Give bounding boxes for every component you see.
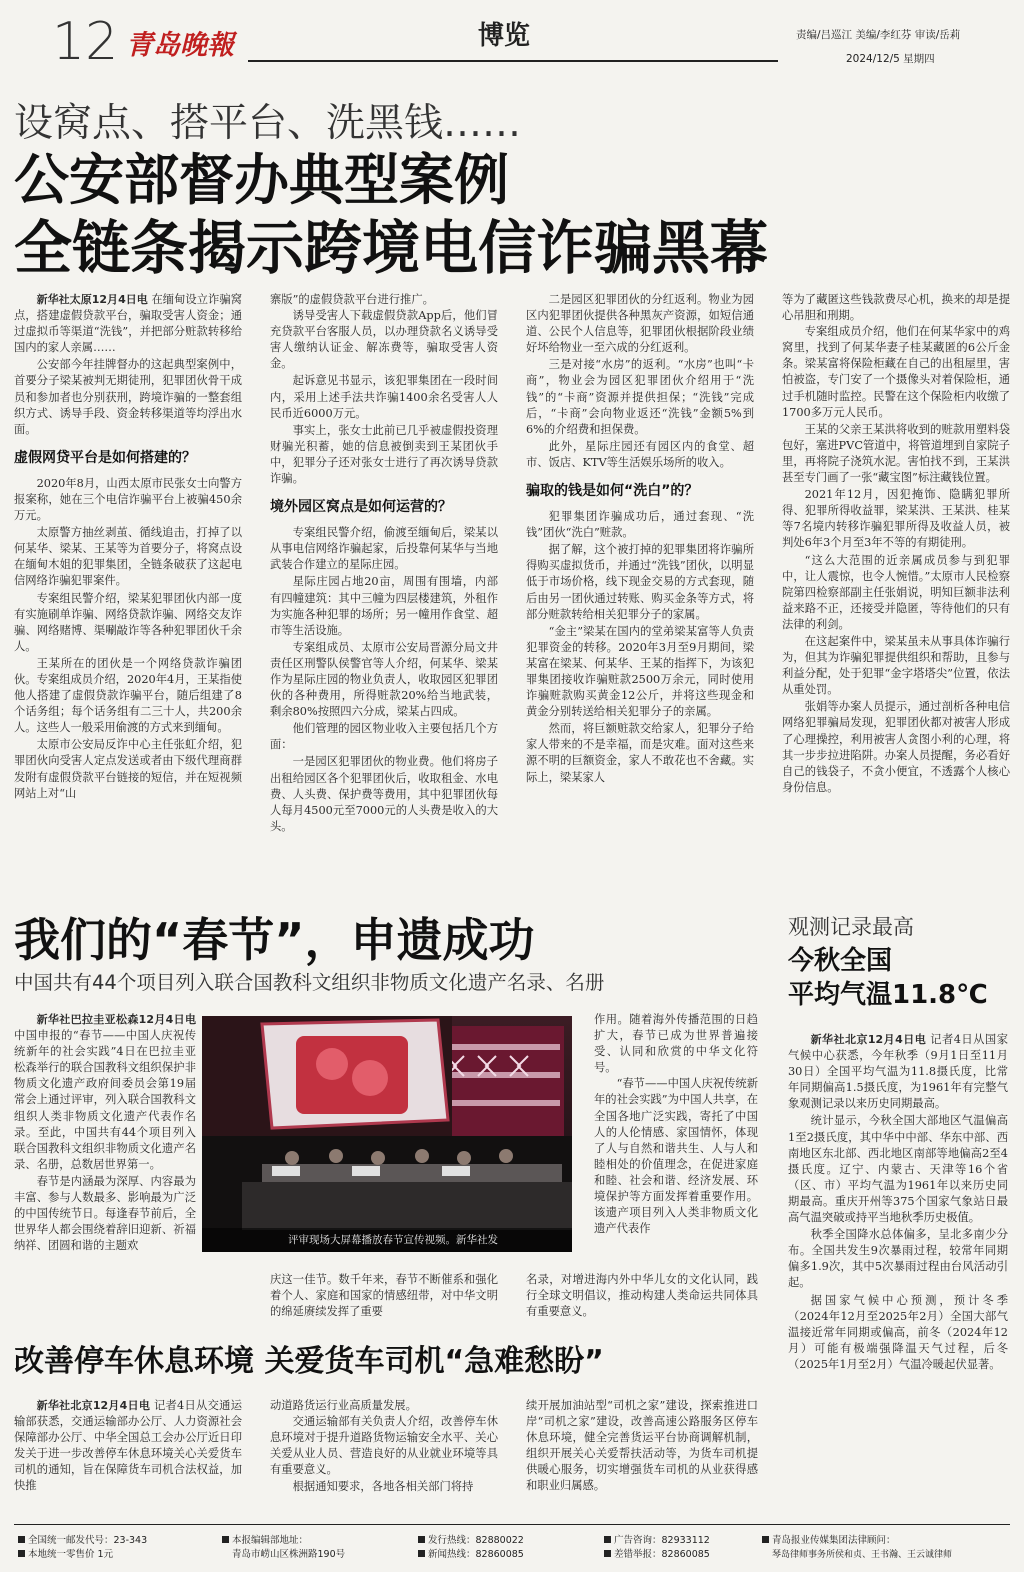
story2-column-3	[594, 1012, 758, 1272]
paragraph: 事实上，张女士此前已几乎被虚假投资理财骗光积蓄，她的信息被倒卖到王某团伙手中，犯罪分子还对张女士进行了再次诱导贷款诈骗。	[270, 423, 498, 486]
story4-dateline: 新华社北京12月4日电	[810, 1033, 927, 1046]
paragraph: “金主”梁某在国内的堂弟梁某富等人负责犯罪资金的转移。2020年3月至9月期间，梁某富在梁某、何某华、王某的指挥下，为该犯罪集团接收诈骗赃款2500万余元，同时使用诈骗赃款购买黄金12公斤，并将这些现金和黄金分别转送给相关犯罪分子的亲属。	[526, 624, 754, 719]
story2-column-2	[270, 1272, 498, 1332]
paragraph: 王某所在的团伙是一个网络贷款诈骗团伙。专案组成员介绍，2020年4月，王某指使他人搭建了虚假贷款诈骗平台，随后组建了8个话务组；每个话务组有二三十人，共200余人。这些人一般采用偷渡的方式来到缅甸。	[14, 656, 242, 735]
story4-column	[788, 1032, 1008, 1502]
paragraph: 动道路货运行业高质量发展。	[270, 1399, 417, 1412]
paragraph: 星际庄园占地20亩，周围有围墙，内部有四幢建筑：其中三幢为四层楼建筑，外租作为实施各种犯罪的场所；另一幢用作食堂、超市等生活设施。	[270, 575, 498, 637]
issue-date: 2024/12/5 星期四	[846, 53, 935, 65]
paragraph: 一是园区犯罪团伙的物业费。他们将房子出租给园区各个犯罪团伙后，收取租金、水电费、人头费、保护费等费用，其中犯罪团伙每人每月4500元至7000元的人头费是收入的大头。	[270, 755, 498, 833]
editors-line: 责编/吕巡江 美编/李红芬 审读/岳莉	[796, 29, 961, 41]
footer-text: 青岛市崂山区株洲路190号	[232, 1549, 346, 1560]
paragraph: 诱导受害人下载虚假贷款App后，他们冒充贷款平台客服人员，以办理贷款名义诱导受害人缴纳认证金、解冻费等，骗取受害人资金。	[270, 309, 498, 371]
footer-text: 广告咨询：82933112	[614, 1535, 710, 1546]
bullet-icon	[18, 1550, 25, 1557]
paragraph: 三是对接“水房”的返利。“水房”也叫“卡商”，物业会为园区犯罪团伙介绍用于“洗钱”的“卡商”资源并提供担保；“洗钱”完成后，“卡商”会向物业返还“洗钱”金额5%到6%的介绍费和担保费。	[526, 358, 754, 436]
footer-text: 发行热线：82880022	[428, 1535, 524, 1546]
paragraph: 张娟等办案人员提示，通过剖析各种电信网络犯罪骗局发现，犯罪团伙都对被害人形成了心理操控，利用被害人贪图小利的心理，将其一步步拉进陷阱。办案人员提醒，务必看好自己的钱袋子，不贪小便宜，不透露个人核心身份信息。	[782, 700, 1010, 794]
story1-column-4	[782, 292, 1010, 900]
footer-text: 本报编辑部地址：	[232, 1535, 309, 1546]
page-number: 12	[52, 12, 119, 72]
bullet-icon	[418, 1550, 425, 1557]
paragraph: 太原市公安局反诈中心主任张虹介绍，犯罪团伙向受害人定点发送或者由下级代理商群发附有虚假贷款平台链接的短信，并在短视频网站上对“山	[14, 738, 242, 800]
paragraph: 记者4日从交通运输部获悉，交通运输部办公厅、人力资源社会保障部办公厅、中华全国总工会办公厅近日印发关于进一步改善停车休息环境关心关爱货车司机的通知，旨在保障货车司机合法权益，加快推	[14, 1399, 242, 1493]
story1-headline-1: 公安部督办典型案例	[14, 148, 510, 212]
story2-headline: 我们的“春节”，申遗成功	[14, 913, 535, 967]
footer-text: 青岛报业传媒集团法律顾问：	[772, 1535, 896, 1546]
paragraph: 他们管理的园区物业收入主要包括几个方面：	[270, 722, 498, 752]
paragraph: 此外，星际庄园还有园区内的食堂、超市、饭店、KTV等生活娱乐场所的收入。	[526, 439, 754, 469]
bullet-icon	[418, 1536, 425, 1543]
paragraph: 2021年12月，因犯掩饰、隐瞒犯罪所得、犯罪所得收益罪，梁某洪、王某洪、桂某等7名境内转移诈骗犯罪所得及收益人员，被判处6年3个月至3年不等的有期徒刑。	[782, 488, 1010, 550]
paragraph: 根据通知要求，各地各相关部门将持	[292, 1480, 474, 1494]
bullet-icon	[18, 1536, 25, 1543]
paragraph: 交通运输部有关负责人介绍，改善停车休息环境对于提升道路货物运输安全水平、关心关爱从业人员、营造良好的从业就业环境等具有重要意义。	[270, 1415, 498, 1477]
story3-headline: 改善停车休息环境 关爱货车司机“急难愁盼”	[14, 1344, 604, 1379]
footer-hotlines	[418, 1534, 524, 1562]
paragraph: 专案组成员、太原市公安局晋源分局文井责任区刑警队侯警官等人介绍，何某华、梁某作为星际庄园的物业负责人，收取园区犯罪团伙的各种费用，所得赃款20%给当地武装，剩余80%按照四六分成，梁某占四成。	[270, 640, 498, 719]
footer-legal	[762, 1534, 1014, 1562]
story2-column-4	[526, 1272, 758, 1332]
stage-photo-illustration	[202, 1016, 572, 1252]
story1-subhead-3: 骗取的钱是如何“洗白”的？	[526, 483, 699, 500]
paragraph: 记者4日从国家气候中心获悉，今年秋季（9月1日至11月30日）全国平均气温为11.8摄氏度，比常年同期偏高1.5摄氏度，为1961年有完整气象观测记录以来历史同期最高。	[788, 1033, 1008, 1111]
footer-text: 新闻热线：82860085	[428, 1549, 524, 1560]
story1-column-1	[14, 292, 242, 900]
paragraph: 据国家气候中心预测，预计冬季（2024年12月至2025年2月）全国大部气温接近常年同期或偏高，前冬（2024年12月）可能有极端强降温天气过程，后冬（2025年1月至2月）气温冷暖起伏显著。	[788, 1293, 1008, 1371]
paragraph: 二是园区犯罪团伙的分红返利。物业为园区内犯罪团伙提供各种黑灰产资源，如短信通道、公民个人信息等，犯罪团伙根据阶段业绩好坏给物业一至六成的分红返利。	[526, 293, 754, 355]
paragraph: 庆这一佳节。数千年来，春节不断催系和强化着个人、家庭和国家的情感纽带，对中华文明的绵延赓续发挥了重要	[270, 1273, 498, 1319]
story1-kicker: 设窝点、搭平台、洗黑钱……	[14, 101, 522, 146]
story1-subhead-1: 虚假网贷平台是如何搭建的？	[14, 449, 196, 466]
paragraph: 秋季全国降水总体偏多，呈北多南少分布。全国共发生9次暴雨过程，较常年同期偏多1.9次，其中5次暴雨过程由台风活动引起。	[788, 1228, 1008, 1290]
paragraph: 太原警方抽丝剥茧、循线追击，打掉了以何某华、梁某、王某等为首要分子，将窝点设在缅甸木姐的犯罪集团，全链条破获了这起电信网络诈骗犯罪案件。	[14, 526, 242, 588]
section-title: 博览	[478, 21, 531, 51]
story1-column-2	[270, 292, 498, 900]
masthead-rule	[248, 60, 778, 62]
story2-photo	[202, 1016, 572, 1252]
paragraph: 起诉意见书显示，该犯罪集团在一段时间内，采用上述手法共诈骗1400余名受害人人民币近6000万元。	[270, 374, 498, 420]
paragraph: 在缅甸设立诈骗窝点，搭建虚假贷款平台，骗取受害人资金；通过虚拟币等渠道“洗钱”，并把部分赃款转移给国内的家人亲属……	[14, 293, 242, 355]
footer-postal	[18, 1534, 147, 1562]
story3-column-3	[526, 1398, 758, 1508]
story3-column-2	[270, 1398, 498, 1508]
paragraph: 寨版”的虚假贷款平台进行推广。	[270, 293, 434, 306]
paper-logo: 青岛晚報	[126, 30, 234, 61]
story4-kicker: 观测记录最高	[788, 915, 914, 939]
footer-text: 全国统一邮发代号：23-343	[28, 1535, 148, 1546]
paragraph: 名录，对增进海内外中华儿女的文化认同，践行全球文明倡议，推动构建人类命运共同体具有重要意义。	[526, 1273, 758, 1319]
bullet-icon	[222, 1536, 229, 1543]
story3-dateline: 新华社北京12月4日电	[36, 1399, 151, 1412]
paragraph: 王某的父亲王某洪将收到的赃款用塑料袋包好，塞进PVC管道中，将管道埋到自家院子里，再将院子浇筑水泥。害怕找不到，王某洪甚至专门画了一张“藏宝图”标注藏钱位置。	[782, 422, 1010, 485]
footer-text: 本地统一零售价 1元	[28, 1549, 114, 1560]
paragraph: 专案组民警介绍，偷渡至缅甸后，梁某以从事电信网络诈骗起家，后投靠何某华与当地武装合作建立的星际庄园。	[270, 526, 498, 572]
paragraph: 专案组民警介绍，梁某犯罪团伙内部一度有实施刷单诈骗、网络贷款诈骗、网络交友诈骗、网络赌博、渠唰敲诈等各种犯罪团伙千余人。	[14, 591, 242, 653]
story2-dateline: 新华社巴拉圭亚松森12月4日电	[36, 1013, 196, 1026]
story3-column-1	[14, 1398, 242, 1508]
paragraph: 据了解，这个被打掉的犯罪集团将诈骗所得购买虚拟货币，并通过“洗钱”团伙，以明显低于市场价格，线下现金交易的方式套现，随后由另一团伙通过转账、购买金条等方式，将部分赃款转给相关犯罪分子的家属。	[526, 543, 754, 621]
bullet-icon	[604, 1536, 611, 1543]
paragraph: 2020年8月，山西太原市民张女士向警方报案称，她在三个电信诈骗平台上被骗450余万元。	[14, 476, 242, 523]
bullet-icon	[604, 1550, 611, 1557]
paragraph: 统计显示，今秋全国大部地区气温偏高1至2摄氏度，其中华中中部、华东中部、西南地区东北部、西北地区南部等地偏高2至4摄氏度。辽宁、内蒙古、天津等16个省（区、市）平均气温为1961年以来历史同期最高。重庆开州等375个国家气象站日最高气温突破或持平当地秋季历史极值。	[788, 1114, 1008, 1225]
footer-address	[222, 1534, 345, 1562]
paragraph: 犯罪集团诈骗成功后，通过套现、“洗钱”团伙“洗白”赃款。	[526, 510, 754, 540]
story1-column-3	[526, 292, 754, 900]
story2-column-1	[14, 1012, 196, 1322]
bullet-icon	[762, 1536, 769, 1543]
photo-caption: 评审现场大屏幕播放春节宣传视频。新华社发	[288, 1234, 498, 1246]
paragraph: 专案组成员介绍，他们在何某华家中的鸡窝里，找到了何某华妻子桂某藏匿的6公斤金条。梁某富将保险柜藏在自己的出租屋里，害怕被盗，专门安了一个摄像头对着保险柜，通过手机随时监控。民警在这个保险柜内收缴了1700多万元人民币。	[782, 325, 1010, 419]
paragraph: 春节是内涵最为深厚、内容最为丰富、参与人数最多、影响最为广泛的中国传统节日。每逢春节前后，全世界华人都会围绕着辞旧迎新、祈福纳祥、团圆和谐的主题欢	[14, 1174, 196, 1253]
story2-subhead: 中国共有44个项目列入联合国教科文组织非物质文化遗产名录、名册	[14, 971, 605, 994]
paragraph: 在这起案件中，梁某虽未从事具体诈骗行为，但其为诈骗犯罪提供组织和帮助，且参与利益分配，处于犯罪“金字塔塔尖”位置，依法从重处罚。	[782, 634, 1010, 697]
footer-rule	[14, 1524, 1010, 1525]
story4-headline-2: 平均气温11.8℃	[788, 980, 988, 1010]
paragraph: “春节——中国人庆祝传统新年的社会实践”为中国人共享，在全国各地广泛实践，寄托了中国人的人伦情感、家国情怀，体现了人与自然和谐共生、人与人和睦相处的价值理念，在促进家庭和睦、社会和谐、经济发展、环境保护等方面发挥着重要作用。该遗产项目列入人类非物质文化遗产代表作	[594, 1077, 758, 1236]
story1-subhead-2: 境外园区窝点是如何运营的？	[270, 499, 452, 516]
paragraph: 然而，将巨额赃款交给家人，犯罪分子给家人带来的不是幸福，而是灾难。面对这些来源不明的巨额资金，家人不敢花也不舍藏。实际上，梁某家人	[526, 722, 754, 784]
footer-text: 差错举报：82860085	[614, 1549, 710, 1560]
footer-ads	[604, 1534, 710, 1562]
story4-headline-1: 今秋全国	[788, 946, 893, 976]
paragraph: 中国申报的“春节——中国人庆祝传统新年的社会实践”4日在巴拉圭亚松森举行的联合国教科文组织保护非物质文化遗产政府间委员会第19届常会上通过评审，列入联合国教科文组织人类非物质文化遗产代表作名录。至此，中国共有44个项目列入联合国教科文组织非物质文化遗产名录、名册，总数居世界第一。	[14, 1029, 196, 1171]
footer-text: 琴岛律师事务所侯和贞、王书瀚、王云诚律师	[772, 1550, 953, 1560]
story1-headline-2: 全链条揭示跨境电信诈骗黑幕	[14, 214, 769, 282]
paragraph: 作用。随着海外传播范围的日趋扩大，春节已成为世界普遍接受、认同和欣赏的中华文化符号。	[594, 1013, 758, 1075]
paragraph: “这么大范围的近亲属成员参与到犯罪中，让人震惊，也令人惋惜。”太原市人民检察院第四检察部副主任张娟说，明知巨额非法利益来路不正，还接受并隐匿，等待他们的只有法律的利剑。	[782, 553, 1010, 631]
paragraph: 等为了藏匿这些钱款费尽心机，换来的却是提心吊胆和刑期。	[782, 293, 1010, 323]
paragraph: 公安部今年挂牌督办的这起典型案例中，首要分子梁某被判无期徒刑，犯罪团伙骨干成员和参加者也分别获刑，跨境诈骗的一整套组织方式、诱导手段、资金转移渠道等均浮出水面。	[14, 358, 242, 436]
story1-dateline: 新华社太原12月4日电	[36, 293, 148, 306]
paragraph: 续开展加油站型“司机之家”建设，探索推进口岸“司机之家”建设，改善高速公路服务区停车休息环境，健全完善货运平台协商调解机制，组织开展关心关爱帮扶活动等，为货车司机提供暖心服务，切实增强货车司机的从业获得感和职业归属感。	[526, 1399, 758, 1493]
